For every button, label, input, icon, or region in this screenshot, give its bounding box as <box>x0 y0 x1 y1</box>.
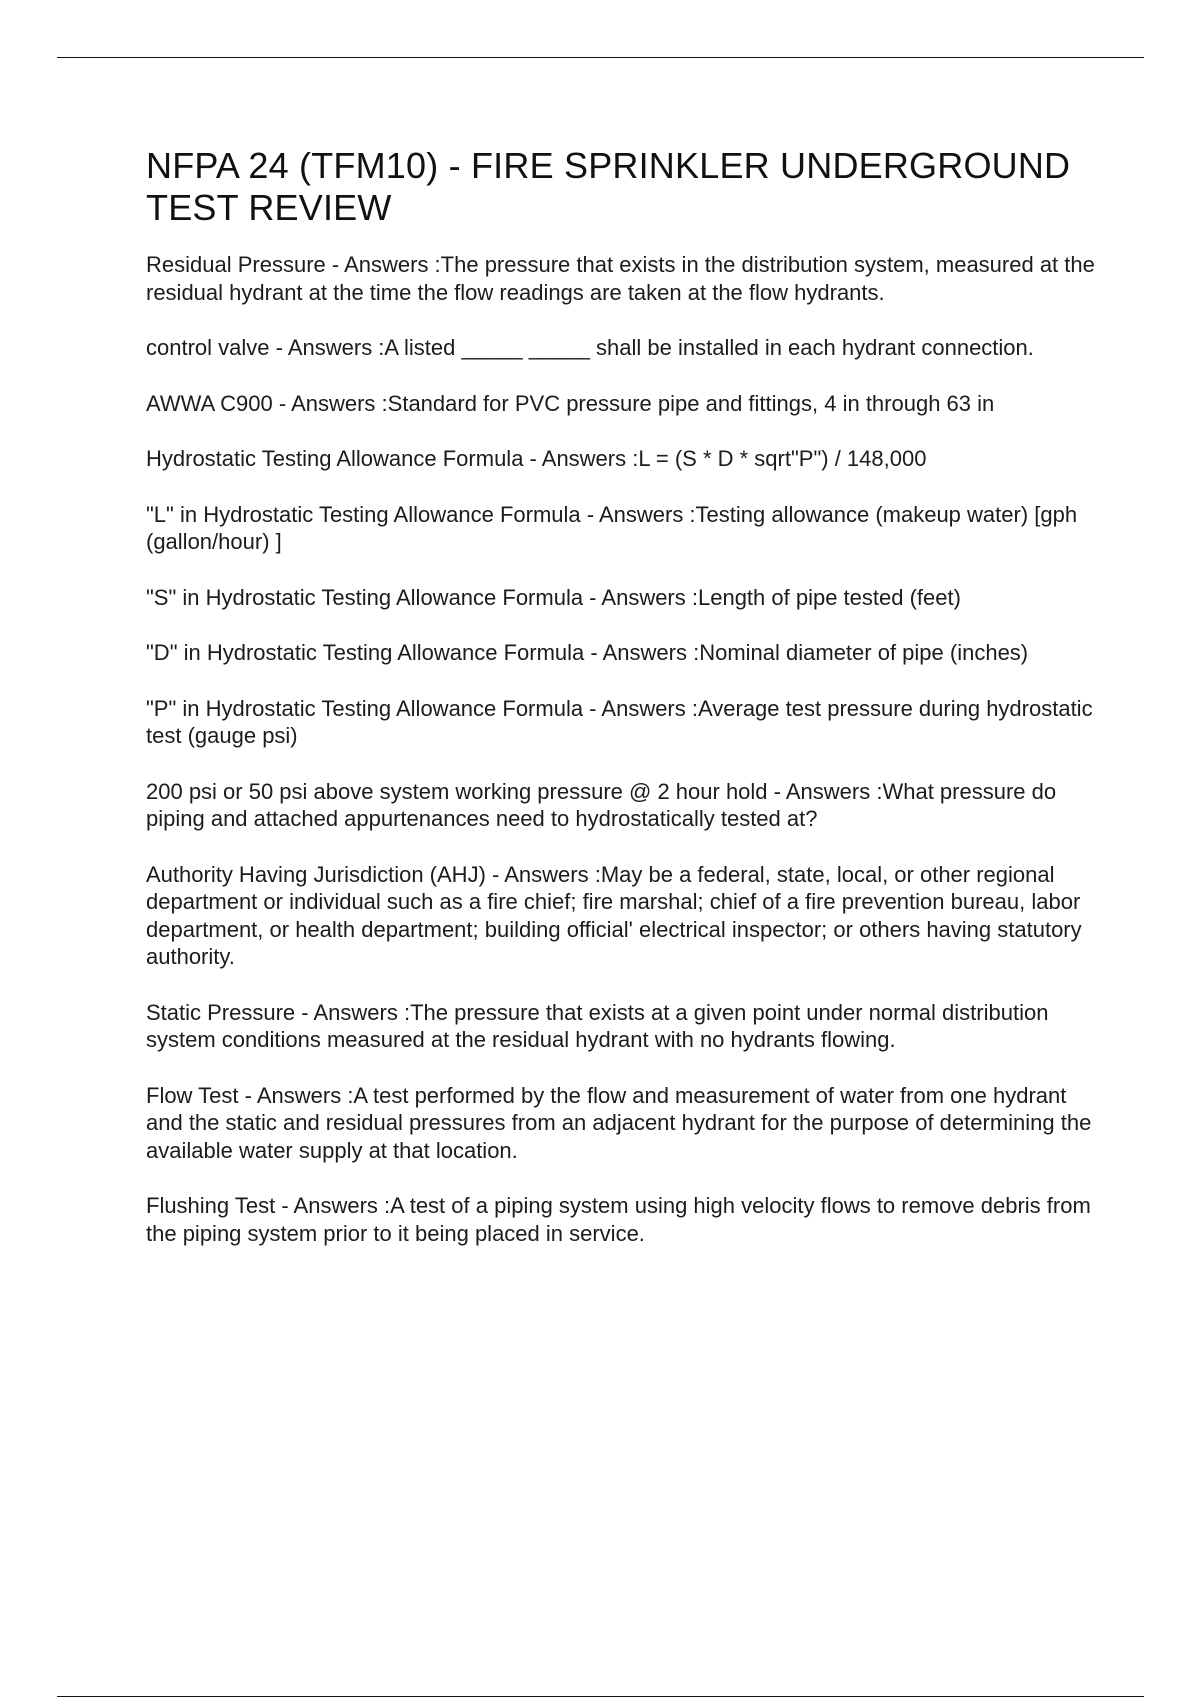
page-title: NFPA 24 (TFM10) - FIRE SPRINKLER UNDERGROUND TEST REVIEW <box>146 145 1071 228</box>
entry-flow-test: Flow Test - Answers :A test performed by the flow and measurement of water from one hydrant and the static and residual pressures from an adjacent hydrant for the purpose of determining the available water supply at that location. <box>146 1082 1092 1163</box>
top-rule <box>57 57 1144 58</box>
entry-formula-d: "D" in Hydrostatic Testing Allowance Formula - Answers :Nominal diameter of pipe (inches) <box>146 640 1029 665</box>
entry-formula-p: "P" in Hydrostatic Testing Allowance Formula - Answers :Average test pressure during hydrostatic test (gauge psi) <box>146 695 1093 748</box>
bottom-rule <box>57 1696 1144 1697</box>
entry-ahj: Authority Having Jurisdiction (AHJ) - Answers :May be a federal, state, local, or other regional department or individual such as a fire chief; fire marshal; chief of a fire prevention bureau, labor department, or health department; building official' electrical inspector; or others having statutory authority. <box>146 861 1082 969</box>
entry-formula-l: "L" in Hydrostatic Testing Allowance Formula - Answers :Testing allowance (makeup water) [gph (gallon/hour) ] <box>146 501 1078 554</box>
entry-static-pressure: Static Pressure - Answers :The pressure that exists at a given point under normal distribution system conditions measured at the residual hydrant with no hydrants flowing. <box>146 999 1049 1052</box>
entry-formula-s: "S" in Hydrostatic Testing Allowance Formula - Answers :Length of pipe tested (feet) <box>146 584 961 610</box>
entry-allowance-formula: Hydrostatic Testing Allowance Formula - Answers :L = (S * D * sqrt"P") / 148,000 <box>146 446 927 471</box>
entry-flushing-test: Flushing Test - Answers :A test of a piping system using high velocity flows to remove debris from the piping system prior to it being placed in service. <box>146 1193 1091 1246</box>
entry-test-pressure: 200 psi or 50 psi above system working pressure @ 2 hour hold - Answers :What pressure do piping and attached appurtenances need to hydrostatically tested at? <box>146 778 1057 831</box>
entry-residual-pressure: Residual Pressure - Answers :The pressure that exists in the distribution system, measured at the residual hydrant at the time the flow readings are taken at the flow hydrants. <box>146 252 1095 305</box>
entry-control-valve: control valve - Answers :A listed _____ _____ shall be installed in each hydrant connection. <box>146 335 1034 360</box>
entry-awwa-c900: AWWA C900 - Answers :Standard for PVC pressure pipe and fittings, 4 in through 63 in <box>146 390 995 416</box>
document-body <box>146 145 1096 1275</box>
